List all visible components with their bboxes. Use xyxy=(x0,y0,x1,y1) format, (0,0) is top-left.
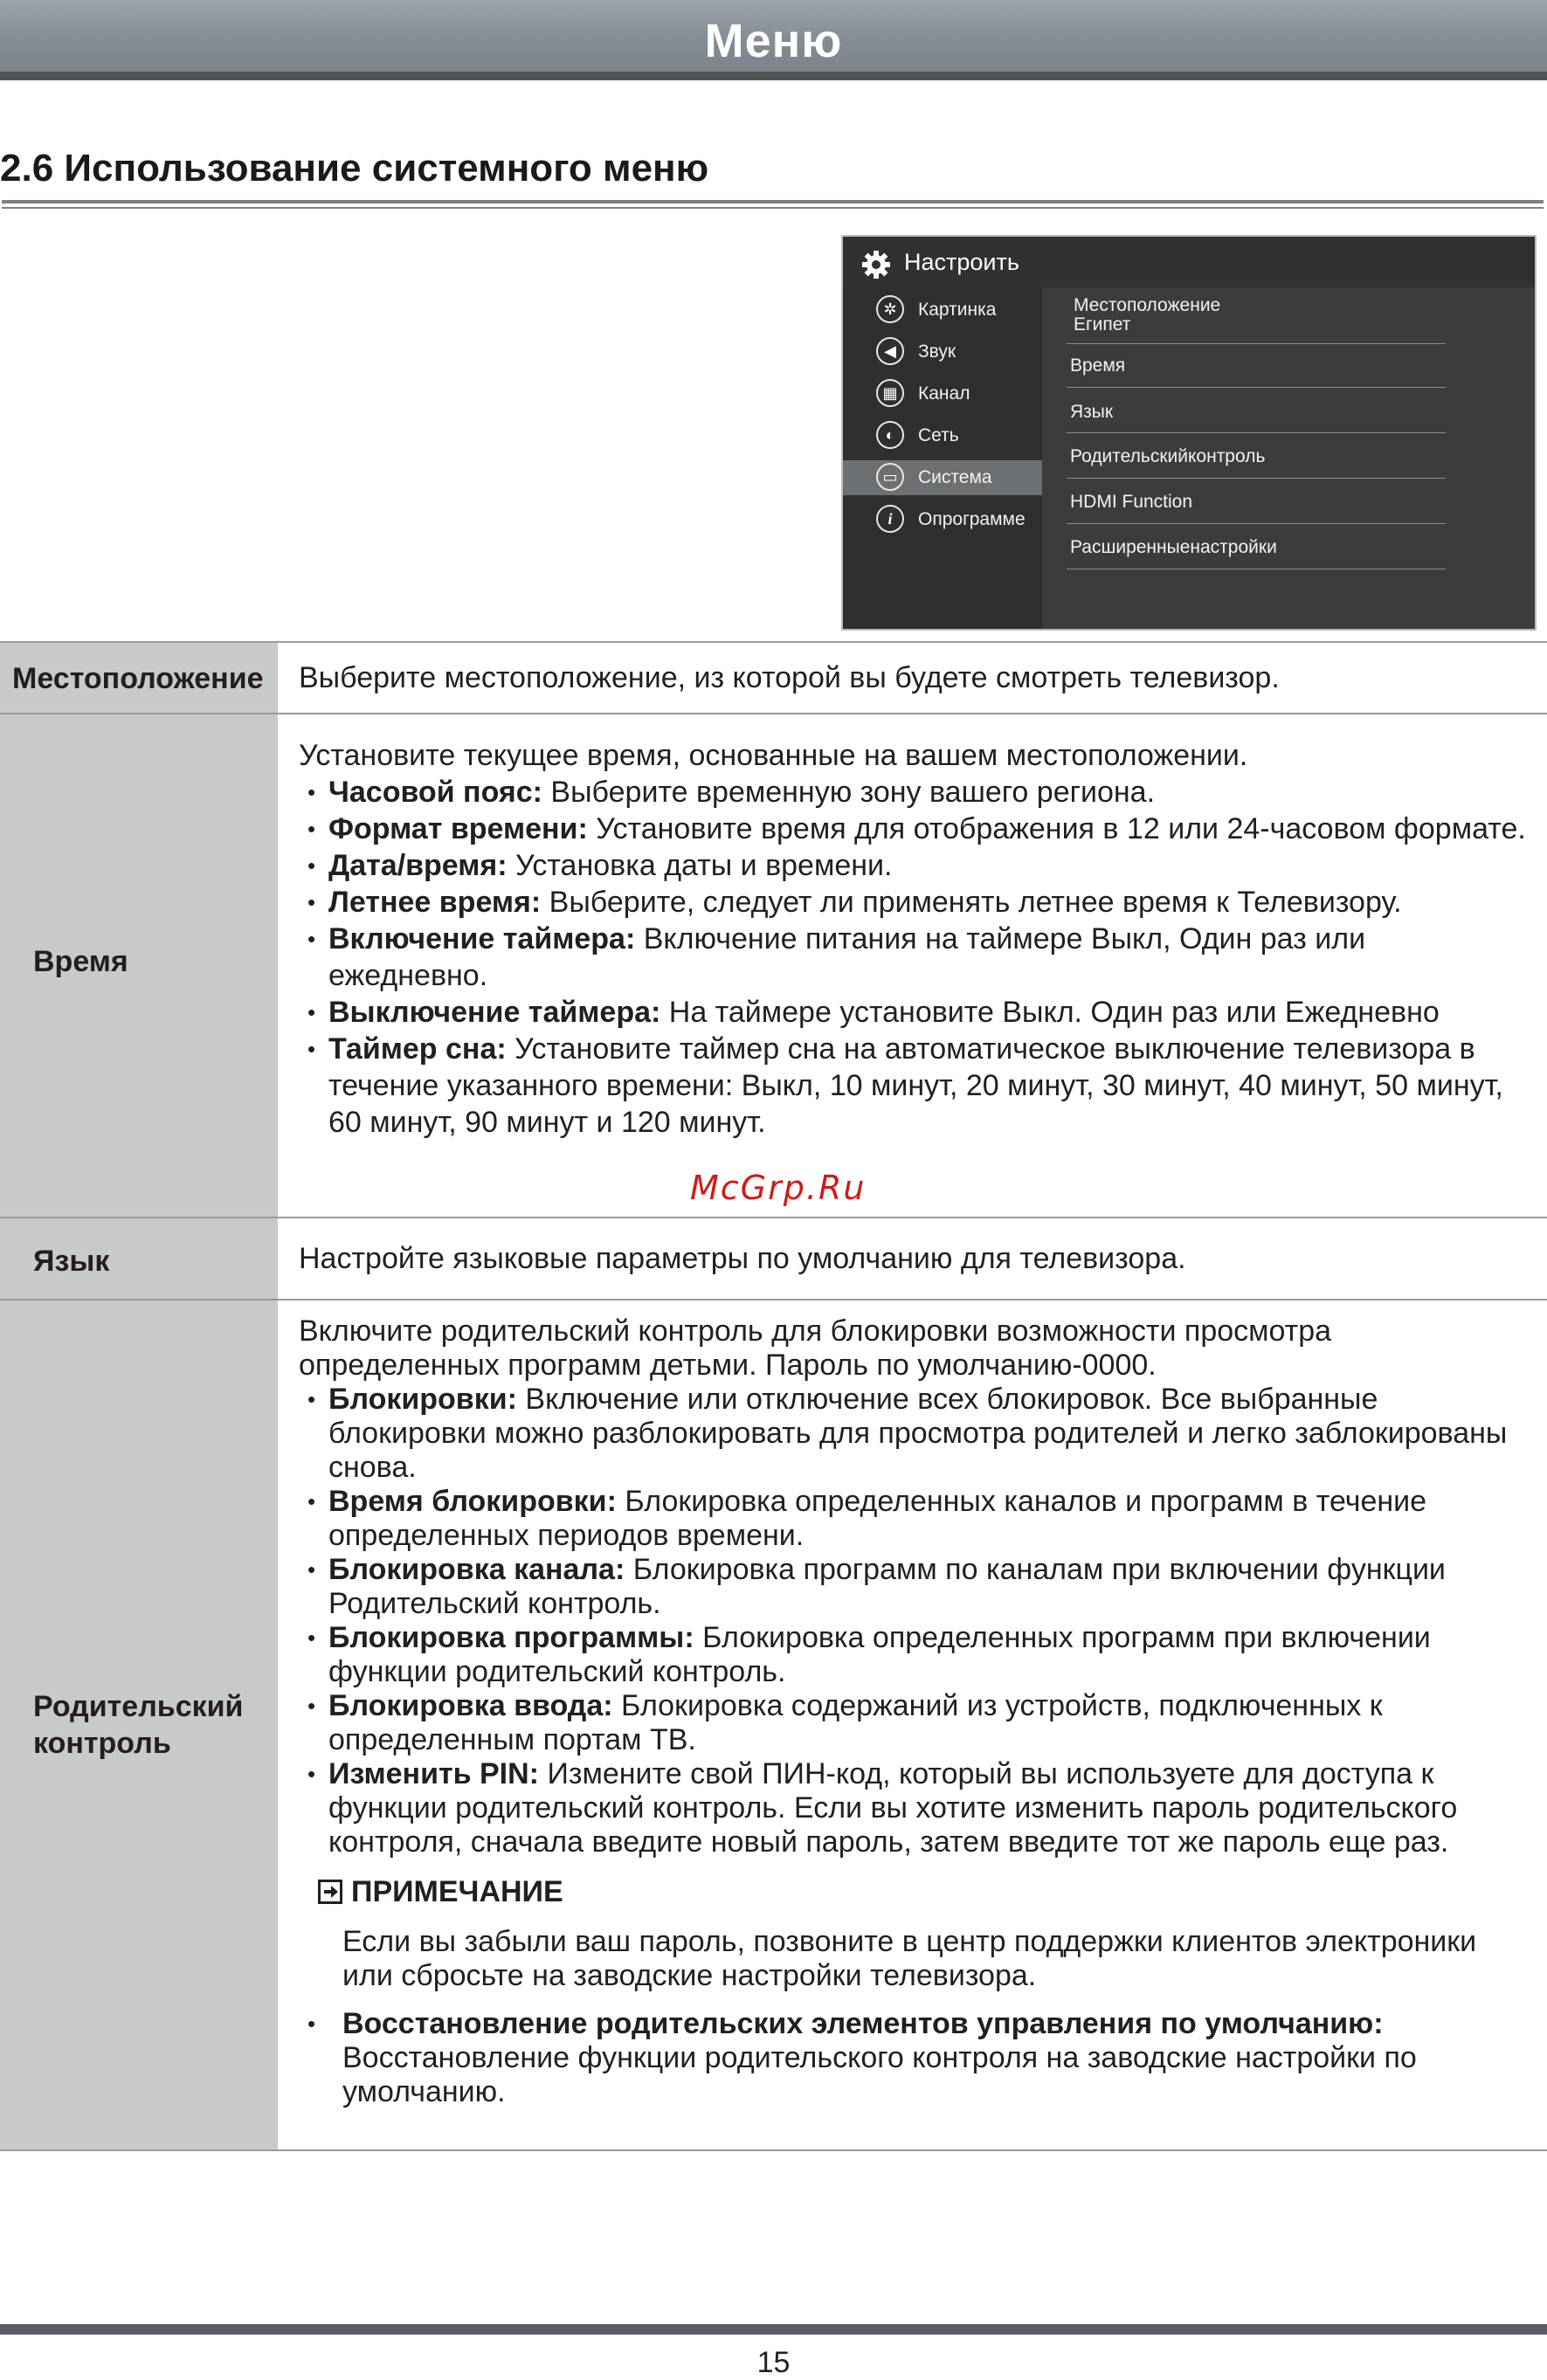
desc: Выберите временную зону вашего региона. xyxy=(542,776,1156,809)
term: Изменить PIN: xyxy=(328,1757,539,1790)
list-item xyxy=(299,1689,1530,1757)
term: Формат времени: xyxy=(328,812,588,845)
term: Таймер сна: xyxy=(328,1032,507,1066)
desc: Включение питания на таймере Выкл, Один раз или ежедневно. xyxy=(328,922,1366,992)
desc: Блокировка определенных программ при включении функции родительский контроль. xyxy=(328,1621,1431,1688)
header-title: Меню xyxy=(704,15,843,67)
tv-submenu-value: Египет xyxy=(1074,314,1131,335)
list-item xyxy=(299,811,1530,847)
network-icon: ◐ xyxy=(876,421,904,449)
tv-menu-item-picture[interactable]: ✲ Картинка xyxy=(843,293,1042,328)
desc: На таймере установите Выкл. Один раз или Ежедневно xyxy=(660,996,1440,1029)
list-item xyxy=(299,1031,1530,1141)
desc: Восстановление функции родительского контроля на заводские настройки по умолчанию. xyxy=(342,2041,1417,2108)
info-icon: i xyxy=(876,505,904,533)
footer-rule xyxy=(0,2324,1547,2335)
table-row-language xyxy=(0,1218,1547,1299)
row-content: Настройте языковые параметры по умолчанию для телевизора. xyxy=(299,1242,1186,1275)
row-label xyxy=(0,714,278,1217)
list-item xyxy=(299,774,1530,811)
note-arrow-icon xyxy=(318,1880,342,1904)
note-heading xyxy=(299,1875,1530,1909)
row-label-text: Время xyxy=(33,945,128,978)
row-label xyxy=(0,643,278,713)
row-content xyxy=(299,737,1530,1141)
row-label-text: Язык xyxy=(33,1245,110,1278)
row-label-text: Родительский контроль xyxy=(33,1690,244,1760)
tv-submenu-item-location[interactable] xyxy=(1074,296,1220,335)
system-icon: ▭ xyxy=(876,463,904,491)
note-text: Если вы забыли ваш пароль, позвоните в центр поддержки клиентов электроники или сбросьте на заводские настройки телевизора. xyxy=(342,1925,1477,1992)
time-intro: Установите текущее время, основанные на вашем местоположении. xyxy=(299,739,1248,772)
note-title: ПРИМЕЧАНИЕ xyxy=(351,1875,563,1908)
header-banner xyxy=(0,0,1547,80)
row-content xyxy=(299,1314,1530,2109)
desc: Установка даты и времени. xyxy=(507,849,893,882)
list-item xyxy=(299,1485,1530,1553)
tv-menu-item-system[interactable]: ▭ Система xyxy=(843,460,1042,495)
divider xyxy=(1067,523,1446,524)
desc: Блокировка определенных каналов и программ в течение определенных периодов времени. xyxy=(328,1485,1427,1552)
list-item xyxy=(299,1553,1530,1621)
page-number: 15 xyxy=(756,2346,791,2379)
divider xyxy=(1067,432,1446,433)
row-label-text: Местоположение xyxy=(12,662,264,695)
list-item xyxy=(299,884,1530,921)
tv-submenu-item-hdmi[interactable]: HDMI Function xyxy=(1070,492,1193,512)
sound-icon: ◀ xyxy=(876,337,904,365)
table-row-location xyxy=(0,643,1547,713)
term: Включение таймера: xyxy=(328,922,636,955)
tv-submenu-item-parental[interactable]: Родительскийконтроль xyxy=(1070,446,1266,466)
tv-menu-title: Настроить xyxy=(904,249,1019,275)
parental-intro: Включите родительский контроль для блокировки возможности просмотра определенных программ детьми. Пароль по умолчанию-0000. xyxy=(299,1314,1332,1382)
list-item xyxy=(299,2007,1530,2109)
desc: Выберите, следует ли применять летнее время к Телевизору. xyxy=(541,886,1402,919)
title-rule-secondary xyxy=(2,207,1544,209)
term: Восстановление родительских элементов управления по умолчанию: xyxy=(342,2007,1384,2040)
tv-submenu xyxy=(1042,287,1537,631)
picture-icon: ✲ xyxy=(876,295,904,323)
row-label xyxy=(0,1300,278,2149)
gear-icon xyxy=(860,249,892,280)
desc: Блокировка содержаний из устройств, подключенных к определенным портам ТВ. xyxy=(328,1689,1383,1756)
row-label xyxy=(0,1218,278,1299)
tv-menu-item-channel[interactable]: ▦ Канал xyxy=(843,376,1042,411)
term: Выключение таймера: xyxy=(328,996,661,1029)
tv-menu-item-sound[interactable]: ◀ Звук xyxy=(843,335,1042,369)
table-bottom-rule xyxy=(0,2149,1547,2151)
tv-submenu-item-language[interactable]: Язык xyxy=(1070,402,1114,422)
term: Блокировка программы: xyxy=(328,1621,694,1654)
row-content: Выберите местоположение, из которой вы будете смотреть телевизор. xyxy=(299,661,1280,694)
divider xyxy=(1067,387,1446,388)
desc: Измените свой ПИН-код, который вы используете для доступа к функции родительский контроль. Если вы хотите изменить пароль родительского контроля, сначала введите новый пароль, затем введите тот же пароль еще раз. xyxy=(328,1757,1458,1859)
section-title: 2.6 Использование системного меню xyxy=(0,147,709,190)
title-rule xyxy=(2,200,1544,204)
tv-menu-item-about[interactable]: i Опрограмме xyxy=(843,502,1042,537)
desc: Установите время для отображения в 12 или 24-часовом формате. xyxy=(587,812,1526,845)
divider xyxy=(1067,478,1446,479)
table-row-parental xyxy=(0,1300,1547,2149)
term: Блокировка канала: xyxy=(328,1553,625,1586)
list-item xyxy=(299,1383,1530,1485)
tv-submenu-label: Местоположение xyxy=(1074,295,1221,315)
tv-submenu-item-time[interactable]: Время xyxy=(1070,355,1126,376)
watermark: McGrp.Ru xyxy=(690,1169,867,1207)
table-row-time xyxy=(0,714,1547,1217)
tv-menu-screenshot xyxy=(841,235,1537,631)
desc: Включение или отключение всех блокировок. Все выбранные блокировки можно разблокировать для просмотра родителей и легко заблокированы снова. xyxy=(328,1383,1508,1484)
list-item xyxy=(299,921,1530,994)
desc: Установите таймер сна на автоматическое выключение телевизора в течение указанного времени: Выкл, 10 минут, 20 минут, 30 минут, 40 минут, 50 минут, 60 минут, 90 минут и 120 минут. xyxy=(328,1032,1503,1139)
tv-menu-sidebar xyxy=(843,287,1042,631)
term: Блокировки: xyxy=(328,1383,517,1416)
list-item xyxy=(299,1757,1530,1859)
term: Время блокировки: xyxy=(328,1485,617,1518)
term: Часовой пояс: xyxy=(328,776,542,809)
list-item xyxy=(299,994,1530,1031)
term: Летнее время: xyxy=(328,886,542,919)
list-item xyxy=(299,1621,1530,1689)
tv-menu-header xyxy=(843,237,1535,288)
term: Дата/время: xyxy=(328,849,508,882)
tv-menu-item-network[interactable]: ◐ Сеть xyxy=(843,418,1042,453)
list-item xyxy=(299,847,1530,884)
divider xyxy=(1067,343,1446,344)
channel-icon: ▦ xyxy=(876,379,904,407)
tv-submenu-item-advanced[interactable]: Расширенныенастройки xyxy=(1070,537,1277,557)
term: Блокировка ввода: xyxy=(328,1689,613,1722)
desc: Блокировка программ по каналам при включении функции Родительский контроль. xyxy=(328,1553,1446,1620)
